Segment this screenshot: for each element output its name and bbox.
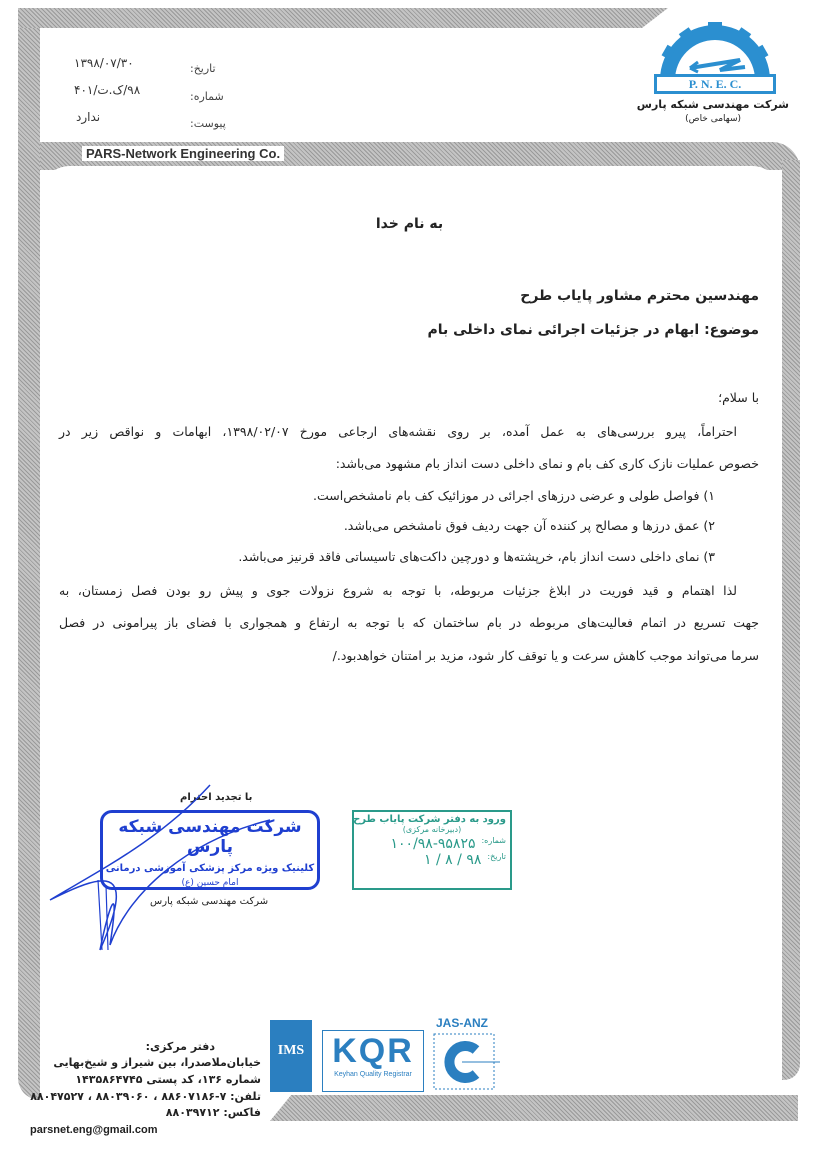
receipt-number-label: شماره: [481,836,506,845]
fax: فاکس: ۸۸۰۳۹۷۱۲ [165,1106,261,1119]
receipt-stamp [352,810,512,890]
receipt-title: ورود به دفتر شرکت پایاب طرح [353,814,506,825]
frame-left [18,10,40,1100]
jas-anz-label: JAS-ANZ [436,1016,489,1030]
company-fa-name: شرکت مهندسی شبکه پارس [636,98,789,111]
company-type: (سهامی خاص) [685,114,741,124]
para1-line1: احتراماً، پیرو بررسی‌های به عمل آمده، بر روی نقشه‌های ارجاعی مورخ ۱۳۹۸/۰۲/۰۷، ابهامات و نواقص زیر در [59,424,737,439]
para1-line2: خصوص عملیات نازک کاری کف بام و نمای داخلی دست انداز بام مشهود می‌باشد: [335,456,759,471]
receipt-date-row [358,852,506,868]
stamp-title: شرکت مهندسی شبکه پارس [118,817,302,857]
kqr-label: KQR [332,1032,414,1070]
para2-line1: لذا اهتمام و قید فوریت در ابلاغ جزئیات مربوطه، با توجه به شروع نزولات جوی و پیش رو بودن فصل زمستان، به [59,583,737,598]
list-item: ۲) عمق درزها و مصالح پر کننده آن جهت ردیف فوق نامشخص می‌باشد. [343,518,715,533]
address-line1: خیابان‌ملاصدرا، بین شیراز و شیخ‌بهایی [53,1056,261,1069]
list-item: ۱) فواصل طولی و عرضی درزهای اجرائی در موزائیک کف بام نامشخص‌است. [313,488,715,503]
signer: شرکت مهندسی شبکه پارس [150,896,269,907]
logo-text: P. N. E. C. [654,74,776,94]
ims-label: IMS [277,1043,305,1058]
company-en-name: PARS-Network Engineering Co. [82,146,284,161]
office-label: دفتر مرکزی: [145,1040,215,1053]
addressee: مهندسین محترم مشاور پایاب طرح [520,288,759,304]
ims-cert-logo [270,1020,312,1092]
kqr-cert-logo [322,1030,424,1092]
stamp-line1: کلینیک ویژه مرکز پزشکی آموزشی درمانی [105,863,315,874]
subject: موضوع: ابهام در جزئیات اجرائی نمای داخلی بام [427,322,759,338]
receipt-date-value: ۹۸ / ۸ / ۱ [424,852,482,868]
frame-top [18,8,668,28]
jas-anz-logo-icon [432,1032,502,1092]
address-line2: شماره ۱۳۶، کد پستی ۱۴۳۵۸۶۴۷۴۵ [75,1073,261,1086]
number-value: ۹۸/ک.ت/۴۰۱ [74,83,141,97]
date-value: ۱۳۹۸/۰۷/۳۰ [74,56,134,70]
receipt-number-row [358,836,506,852]
para2-line2: جهت تسریع در اتمام فعالیت‌های مربوطه در بام ساختمان که با توجه به ارتفاع و همجواری با فضای باز پیرامونی در فصل [59,615,759,630]
frame-right [782,160,800,1080]
company-logo [650,22,780,94]
closing: با تجدید احترام [180,792,253,803]
attachment-label: پیوست: [190,117,226,130]
number-label: شماره: [190,90,224,103]
frame-bottom [270,1095,798,1121]
attachment-value: ندارد [76,110,101,124]
receipt-date-label: تاریخ: [487,852,506,861]
signature-scribble-icon [40,780,280,960]
email: parsnet.eng@gmail.com [30,1124,158,1136]
para2-line3: سرما می‌تواند موجب کاهش سرعت و یا توقف کار شود، مزید بر امتنان خواهدبود./ [332,648,759,663]
stamp-line2: امام حسین (ع) [181,878,239,888]
phone: تلفن: ۷-۸۸۶۰۷۱۸۶ ، ۸۸۰۳۹۰۶۰ ، ۸۸۰۴۷۵۲۷ [30,1090,261,1103]
receipt-subtitle: (دبیرخانه مرکزی) [402,825,462,834]
receipt-number-value: ۱۰۰/۹۸-۹۵۸۲۵ [390,836,476,852]
invocation: به نام خدا [375,216,444,232]
date-label: تاریخ: [190,62,216,75]
greeting: با سلام؛ [718,390,759,405]
kqr-caption: Keyhan Quality Registrar [334,1071,412,1078]
list-item: ۳) نمای داخلی دست انداز بام، خرپشته‌ها و دورچین داکت‌های تاسیساتی فاقد قرنیز می‌باشد. [238,549,715,564]
